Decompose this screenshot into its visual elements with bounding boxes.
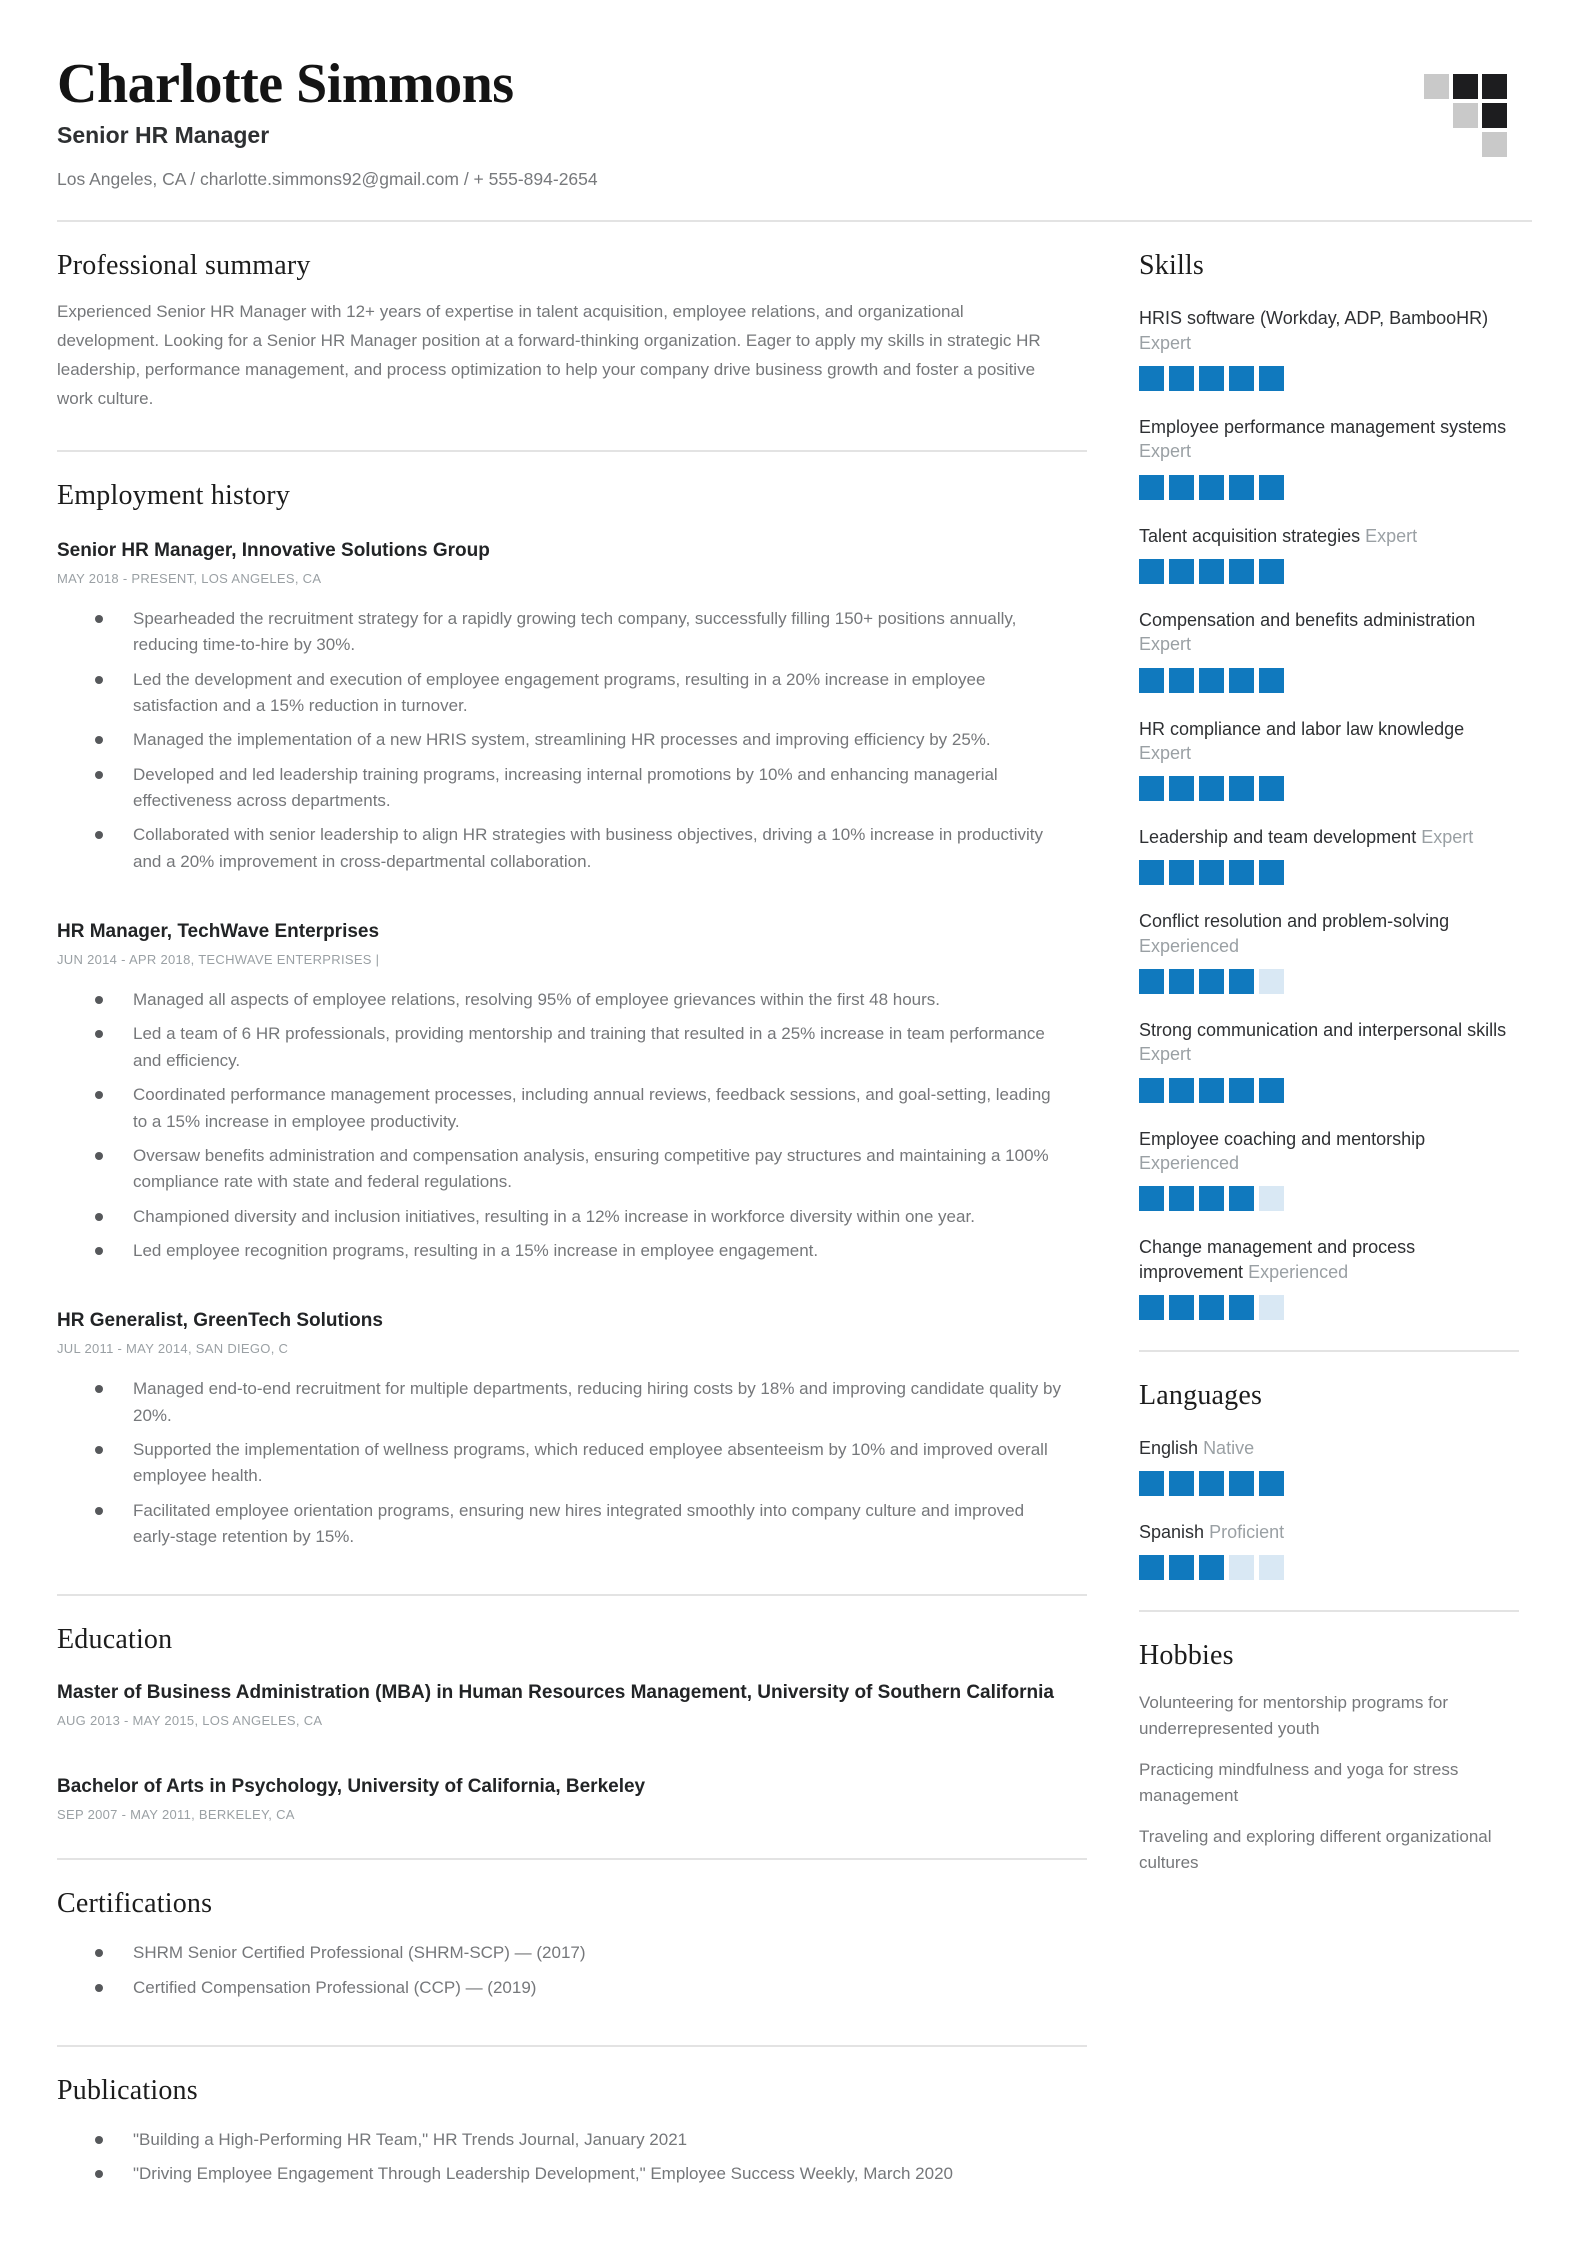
level-square <box>1259 1471 1284 1496</box>
skill-entry <box>1139 1235 1519 1320</box>
level-square <box>1259 668 1284 693</box>
level-square <box>1259 1186 1284 1211</box>
person-job-title: Senior HR Manager <box>57 122 270 149</box>
job-bullet-list <box>57 987 1087 1264</box>
skill-entry <box>1139 415 1519 500</box>
job-bullet: Led a team of 6 HR professionals, providing mentorship and training that resulted in a 25% increase in team performance and efficiency. <box>133 1021 1063 1074</box>
skill-name: Talent acquisition strategies <box>1139 525 1361 546</box>
two-column-layout <box>57 222 1532 2231</box>
certification-item: Certified Compensation Professional (CCP) — (2019) <box>133 1975 1063 2001</box>
job-entry <box>57 540 1087 875</box>
language-name: English <box>1139 1437 1199 1458</box>
skill-level-bar <box>1139 776 1519 801</box>
level-square <box>1229 1078 1254 1103</box>
skill-entry <box>1139 909 1519 994</box>
contact-info: Los Angeles, CA / charlotte.simmons92@gmail.com / + 555-894-2654 <box>57 169 598 190</box>
level-square <box>1199 559 1224 584</box>
level-square <box>1199 1078 1224 1103</box>
section-skills <box>1139 222 1519 1349</box>
skill-level-bar <box>1139 969 1519 994</box>
section-languages <box>1139 1350 1519 1611</box>
level-square <box>1169 1186 1194 1211</box>
skill-level-text: Experienced <box>1139 935 1240 956</box>
job-meta: JUN 2014 - APR 2018, TECHWAVE ENTERPRISES | <box>57 952 380 968</box>
job-entry <box>57 1310 1087 1550</box>
skill-name: HRIS software (Workday, ADP, BambooHR) <box>1139 308 1489 329</box>
level-square <box>1169 776 1194 801</box>
skill-level-text: Experienced <box>1248 1261 1349 1282</box>
skill-level-text: Experienced <box>1139 1152 1240 1173</box>
level-square <box>1139 1471 1164 1496</box>
degree-entry <box>57 1776 1087 1822</box>
level-square <box>1229 1295 1254 1320</box>
level-square <box>1229 969 1254 994</box>
level-square <box>1259 475 1284 500</box>
job-bullet-list <box>57 1376 1087 1550</box>
level-square <box>1259 1295 1284 1320</box>
logo-square-gray <box>1482 132 1507 157</box>
degree-title: Master of Business Administration (MBA) in Human Resources Management, University of Southern California <box>57 1682 1054 1704</box>
logo-square-none <box>1453 132 1478 157</box>
language-level-bar <box>1139 1471 1519 1496</box>
level-square <box>1199 1471 1224 1496</box>
skill-level-text: Expert <box>1139 742 1192 763</box>
logo-square-none <box>1424 132 1449 157</box>
job-bullet: Managed all aspects of employee relations, resolving 95% of employee grievances within the first 48 hours. <box>133 987 1063 1013</box>
skill-entry <box>1139 524 1519 584</box>
logo-square-dark <box>1482 103 1507 128</box>
skill-level-text: Expert <box>1139 634 1192 655</box>
skill-entry <box>1139 825 1519 885</box>
language-entry <box>1139 1436 1519 1496</box>
skill-name: Leadership and team development <box>1139 827 1417 848</box>
level-square <box>1139 1078 1164 1103</box>
level-square <box>1199 475 1224 500</box>
skill-name: HR compliance and labor law knowledge <box>1139 718 1465 739</box>
summary-text: Experienced Senior HR Manager with 12+ years of expertise in talent acquisition, employee relations, and organizational development. Looking for a Senior HR Manager position at a forward-thinking organization. Eager to apply my skills in strategic HR leadership, performance management, and process optimization to help your company drive business growth and foster a positive work culture. <box>57 302 1041 409</box>
section-education <box>57 1594 1087 1858</box>
skill-level-bar <box>1139 1295 1519 1320</box>
level-square <box>1199 1295 1224 1320</box>
level-square <box>1229 860 1254 885</box>
level-square <box>1139 1186 1164 1211</box>
job-meta: JUL 2011 - MAY 2014, SAN DIEGO, C <box>57 1341 289 1357</box>
level-square <box>1199 366 1224 391</box>
degree-entry <box>57 1682 1087 1728</box>
certification-list <box>57 1940 1087 2001</box>
job-meta: MAY 2018 - PRESENT, LOS ANGELES, CA <box>57 571 322 587</box>
publication-item: "Driving Employee Engagement Through Leadership Development," Employee Success Weekly, March 2020 <box>133 2161 1063 2187</box>
section-heading-certifications: Certifications <box>57 1888 213 1920</box>
logo-square-gray <box>1453 103 1478 128</box>
skill-level-bar <box>1139 668 1519 693</box>
level-square <box>1139 1555 1164 1580</box>
level-square <box>1139 366 1164 391</box>
level-square <box>1229 475 1254 500</box>
skill-name: Change management and process improvement <box>1139 1237 1416 1282</box>
level-square <box>1259 1555 1284 1580</box>
skill-level-text: Expert <box>1139 1044 1192 1065</box>
hobby-item: Traveling and exploring different organizational cultures <box>1139 1827 1492 1872</box>
level-square <box>1199 860 1224 885</box>
level-square <box>1229 559 1254 584</box>
level-square <box>1169 860 1194 885</box>
level-square <box>1259 1078 1284 1103</box>
logo-square-dark <box>1482 74 1507 99</box>
level-square <box>1169 366 1194 391</box>
skill-level-text: Expert <box>1421 827 1474 848</box>
skill-name: Employee coaching and mentorship <box>1139 1128 1426 1149</box>
degree-meta: AUG 2013 - MAY 2015, LOS ANGELES, CA <box>57 1713 323 1729</box>
level-square <box>1169 1295 1194 1320</box>
level-square <box>1199 1555 1224 1580</box>
section-heading-languages: Languages <box>1139 1379 1263 1411</box>
job-bullet: Facilitated employee orientation programs, ensuring new hires integrated smoothly into company culture and improved early-stage retention by 15%. <box>133 1498 1063 1551</box>
skill-level-bar <box>1139 1078 1519 1103</box>
level-square <box>1229 1555 1254 1580</box>
publication-list <box>57 2127 1087 2188</box>
level-square <box>1259 776 1284 801</box>
level-square <box>1199 1186 1224 1211</box>
level-square <box>1139 475 1164 500</box>
person-name: Charlotte Simmons <box>57 53 514 115</box>
level-square <box>1169 668 1194 693</box>
main-column <box>57 222 1087 2231</box>
degree-title: Bachelor of Arts in Psychology, University of California, Berkeley <box>57 1776 646 1798</box>
logo-square-dark <box>1453 74 1478 99</box>
resume-header <box>57 54 1532 190</box>
level-square <box>1139 860 1164 885</box>
skill-name: Strong communication and interpersonal skills <box>1139 1020 1507 1041</box>
level-square <box>1259 559 1284 584</box>
section-heading-summary: Professional summary <box>57 250 311 282</box>
job-bullet: Managed end-to-end recruitment for multiple departments, reducing hiring costs by 18% and improving candidate quality by 20%. <box>133 1376 1063 1429</box>
skill-name: Compensation and benefits administration <box>1139 609 1476 630</box>
language-level-text: Native <box>1203 1437 1255 1458</box>
language-name: Spanish <box>1139 1522 1205 1543</box>
level-square <box>1199 668 1224 693</box>
skill-level-bar <box>1139 475 1519 500</box>
section-heading-employment: Employment history <box>57 480 291 512</box>
section-heading-hobbies: Hobbies <box>1139 1640 1234 1672</box>
job-bullet-list <box>57 606 1087 875</box>
skill-level-bar <box>1139 366 1519 391</box>
job-title: HR Generalist, GreenTech Solutions <box>57 1310 383 1332</box>
level-square <box>1169 475 1194 500</box>
level-square <box>1199 969 1224 994</box>
job-bullet: Spearheaded the recruitment strategy for a rapidly growing tech company, successfully filling 150+ positions annually, reducing time-to-hire by 30%. <box>133 606 1063 659</box>
job-title: Senior HR Manager, Innovative Solutions Group <box>57 540 490 562</box>
section-hobbies <box>1139 1610 1519 1905</box>
job-bullet: Coordinated performance management processes, including annual reviews, feedback sessions, and goal-setting, leading to a 15% increase in employee productivity. <box>133 1082 1063 1135</box>
job-bullet: Championed diversity and inclusion initiatives, resulting in a 12% increase in workforce diversity within one year. <box>133 1204 1063 1230</box>
skill-entry <box>1139 608 1519 693</box>
language-level-bar <box>1139 1555 1519 1580</box>
sidebar-column <box>1139 222 1519 2231</box>
section-heading-publications: Publications <box>57 2074 198 2106</box>
level-square <box>1169 1471 1194 1496</box>
logo-square-none <box>1424 103 1449 128</box>
skill-entry <box>1139 1127 1519 1212</box>
language-level-text: Proficient <box>1209 1522 1285 1543</box>
brand-squares-logo <box>1424 74 1507 157</box>
job-title: HR Manager, TechWave Enterprises <box>57 921 380 943</box>
section-heading-education: Education <box>57 1624 173 1656</box>
publication-item: "Building a High-Performing HR Team," HR Trends Journal, January 2021 <box>133 2127 1063 2153</box>
hobby-item: Volunteering for mentorship programs for underrepresented youth <box>1139 1693 1448 1738</box>
skill-entry <box>1139 1018 1519 1103</box>
level-square <box>1229 668 1254 693</box>
level-square <box>1139 1295 1164 1320</box>
job-bullet: Led employee recognition programs, resulting in a 15% increase in employee engagement. <box>133 1238 1063 1264</box>
job-bullet: Supported the implementation of wellness programs, which reduced employee absenteeism by 10% and improved overall employee health. <box>133 1437 1063 1490</box>
level-square <box>1229 1186 1254 1211</box>
job-bullet: Collaborated with senior leadership to align HR strategies with business objectives, driving a 10% increase in productivity and a 20% improvement in cross-departmental collaboration. <box>133 822 1063 875</box>
skill-name: Employee performance management systems <box>1139 417 1507 438</box>
skill-level-bar <box>1139 860 1519 885</box>
job-bullet: Led the development and execution of employee engagement programs, resulting in a 20% increase in employee satisfaction and a 15% reduction in turnover. <box>133 667 1063 720</box>
skill-level-text: Expert <box>1139 332 1192 353</box>
level-square <box>1139 776 1164 801</box>
certification-item: SHRM Senior Certified Professional (SHRM-SCP) — (2017) <box>133 1940 1063 1966</box>
level-square <box>1259 366 1284 391</box>
degree-meta: SEP 2007 - MAY 2011, BERKELEY, CA <box>57 1807 295 1823</box>
job-bullet: Developed and led leadership training programs, increasing internal promotions by 10% and enhancing managerial effectiveness across departments. <box>133 762 1063 815</box>
section-employment-history <box>57 450 1087 1594</box>
level-square <box>1229 1471 1254 1496</box>
level-square <box>1229 366 1254 391</box>
hobby-item: Practicing mindfulness and yoga for stress management <box>1139 1760 1459 1805</box>
skill-name: Conflict resolution and problem-solving <box>1139 911 1450 932</box>
level-square <box>1169 1555 1194 1580</box>
skill-level-bar <box>1139 559 1519 584</box>
level-square <box>1199 776 1224 801</box>
section-publications <box>57 2045 1087 2232</box>
job-bullet: Oversaw benefits administration and compensation analysis, ensuring competitive pay structures and maintaining a 100% compliance rate with state and federal regulations. <box>133 1143 1063 1196</box>
skill-level-bar <box>1139 1186 1519 1211</box>
skill-level-text: Expert <box>1139 441 1192 462</box>
level-square <box>1169 969 1194 994</box>
section-professional-summary <box>57 222 1087 450</box>
level-square <box>1169 1078 1194 1103</box>
job-entry <box>57 921 1087 1264</box>
section-certifications <box>57 1858 1087 2045</box>
level-square <box>1259 860 1284 885</box>
job-bullet: Managed the implementation of a new HRIS system, streamlining HR processes and improving efficiency by 25%. <box>133 727 1063 753</box>
level-square <box>1139 668 1164 693</box>
level-square <box>1139 969 1164 994</box>
logo-square-gray <box>1424 74 1449 99</box>
level-square <box>1229 776 1254 801</box>
skill-entry <box>1139 717 1519 802</box>
skill-level-text: Expert <box>1365 525 1418 546</box>
level-square <box>1259 969 1284 994</box>
language-entry <box>1139 1520 1519 1580</box>
skill-entry <box>1139 306 1519 391</box>
section-heading-skills: Skills <box>1139 250 1205 282</box>
level-square <box>1169 559 1194 584</box>
level-square <box>1139 559 1164 584</box>
